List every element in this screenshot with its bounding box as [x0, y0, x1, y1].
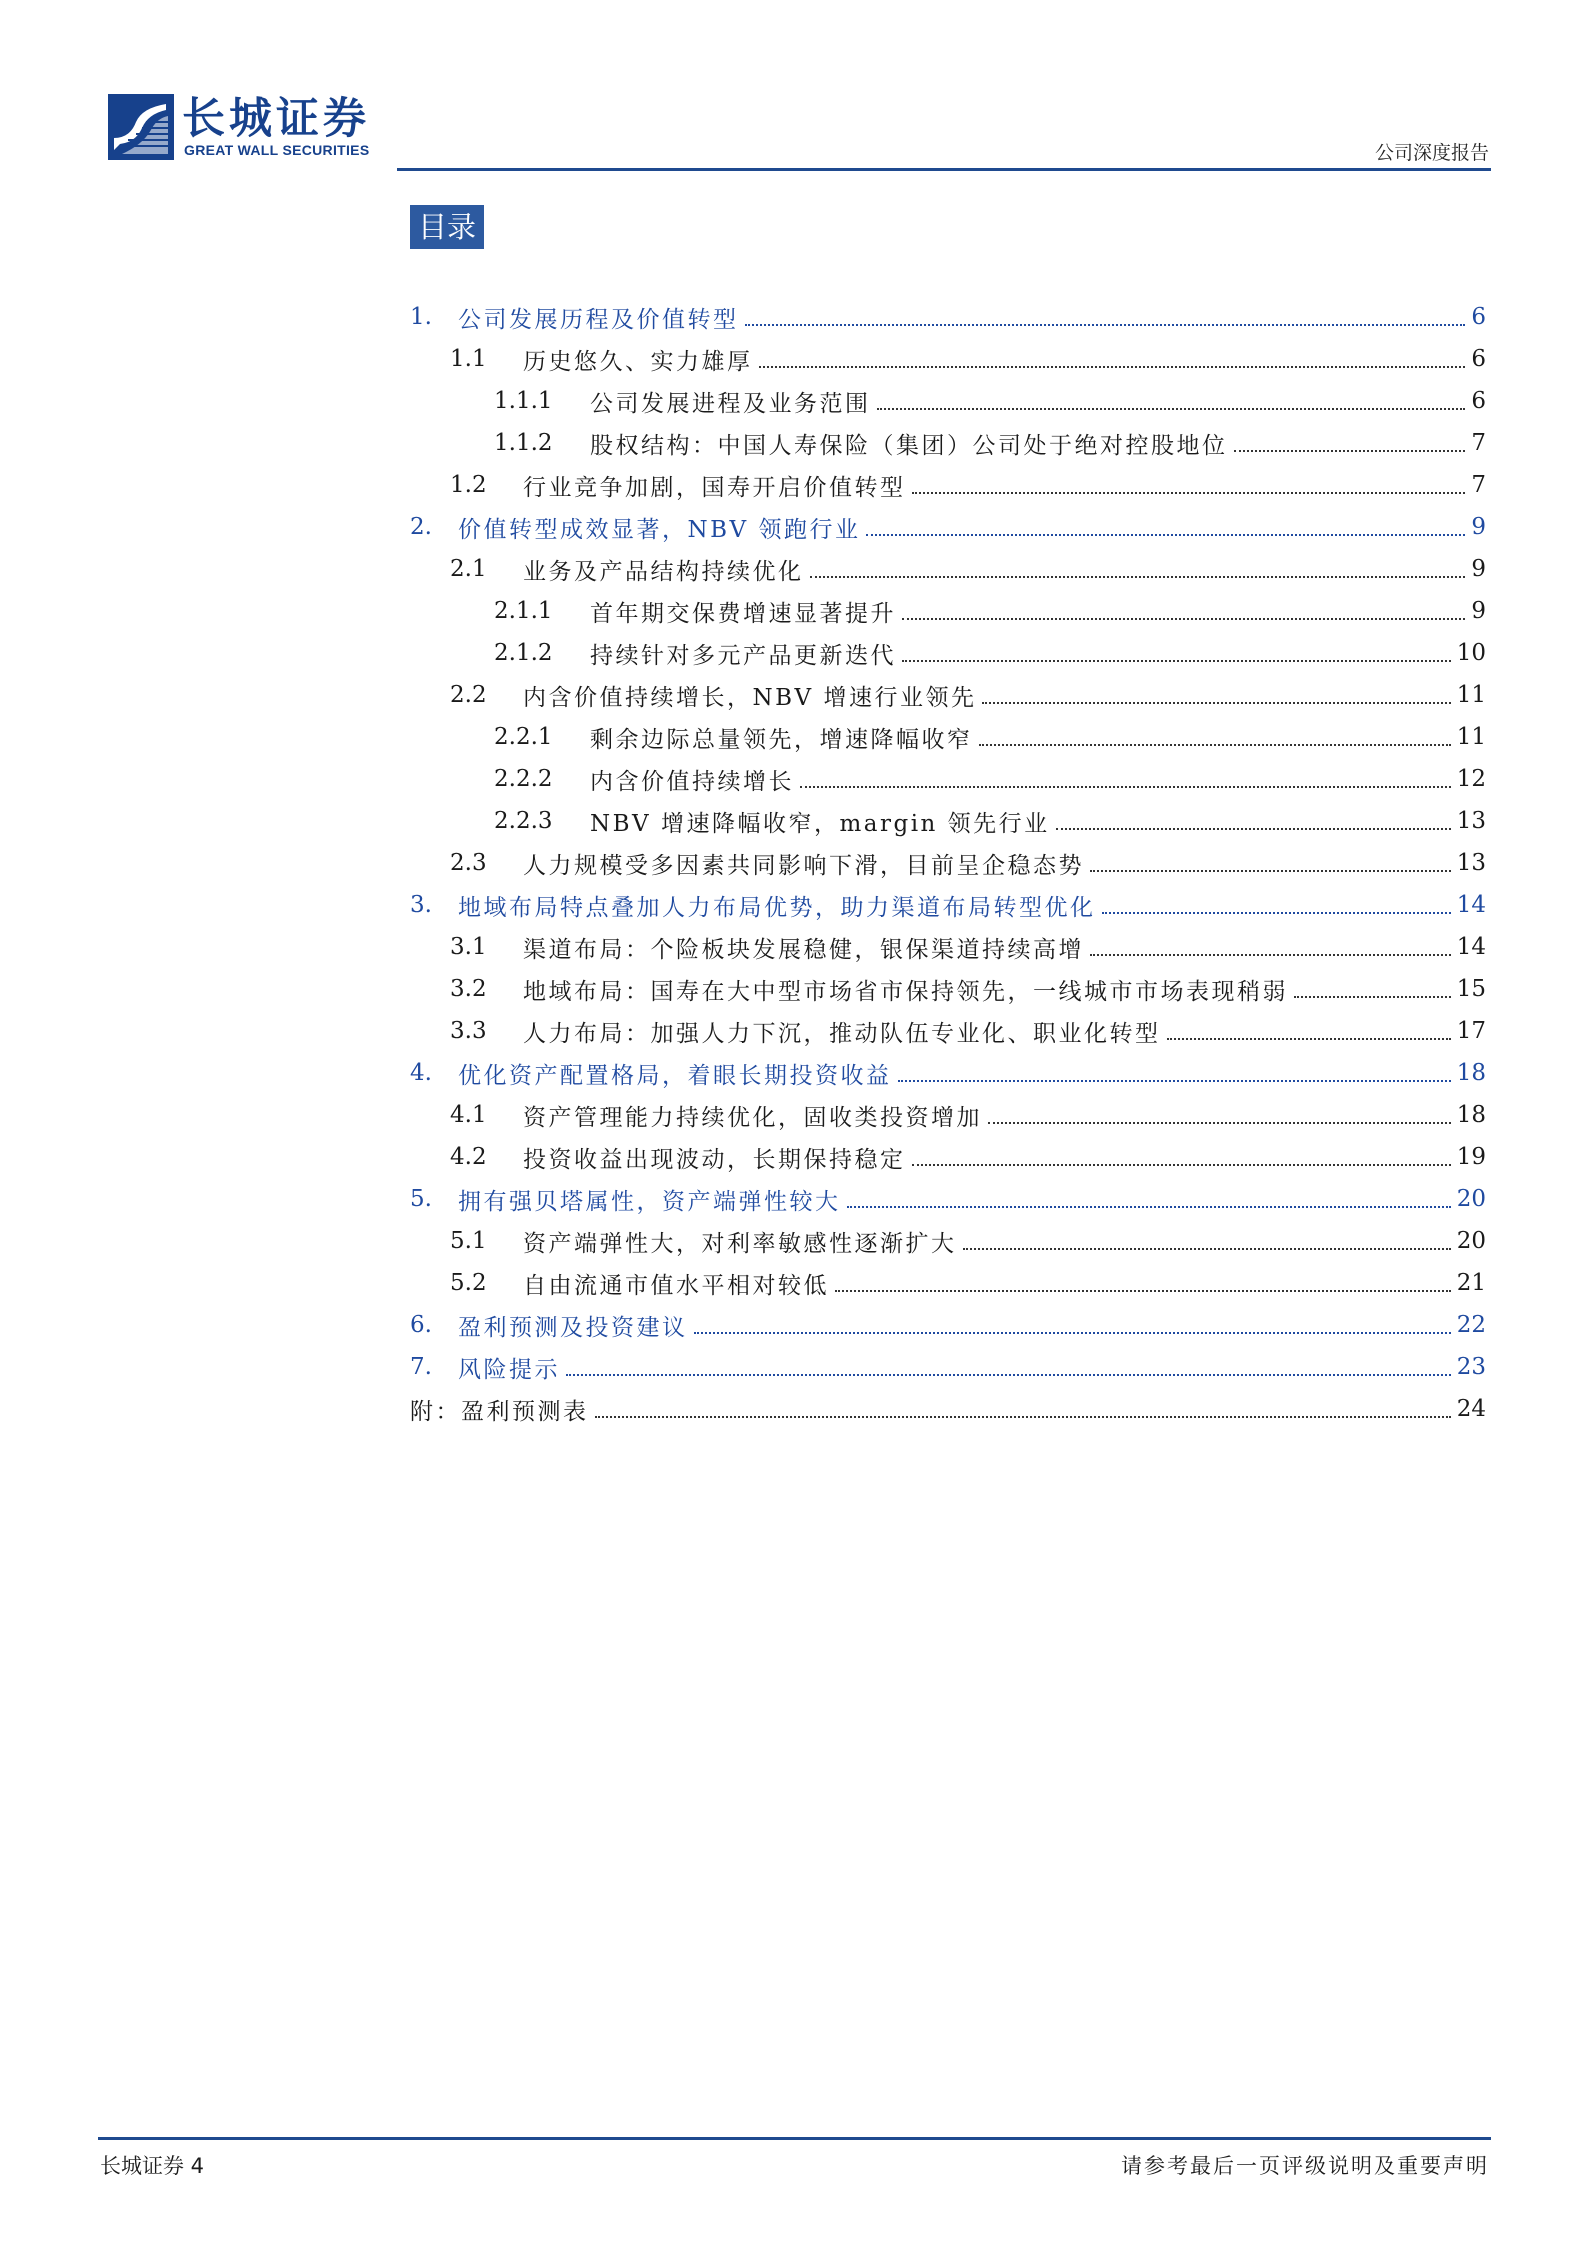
toc-entry-page: 11	[1456, 724, 1486, 750]
toc-dot-leader	[1102, 912, 1451, 914]
toc-dot-leader	[1234, 450, 1466, 452]
toc-entry-page: 23	[1456, 1354, 1486, 1380]
toc-entry-number: 2.2.1	[494, 724, 553, 750]
toc-entry-page: 17	[1456, 1018, 1486, 1044]
toc-entry-page: 9	[1471, 598, 1486, 624]
toc-dot-leader	[847, 1206, 1451, 1208]
toc-entry-title: 资产管理能力持续优化，固收类投资增加	[523, 1104, 982, 1131]
toc-entry-page: 7	[1471, 430, 1486, 456]
toc-entry[interactable]	[410, 1010, 1486, 1052]
toc-entry-number: 3.1	[450, 934, 487, 960]
toc-entry[interactable]	[410, 1262, 1486, 1304]
toc-entry[interactable]	[410, 1346, 1486, 1388]
toc-entry-number: 2.1	[450, 556, 487, 582]
toc-dot-leader	[800, 786, 1451, 788]
toc-entry-title: 历史悠久、实力雄厚	[523, 348, 753, 375]
toc-entry-title: 附：盈利预测表	[410, 1398, 589, 1425]
toc-entry-number: 4.2	[450, 1144, 487, 1170]
logo-english-name: GREAT WALL SECURITIES	[184, 142, 370, 158]
toc-entry[interactable]	[410, 632, 1486, 674]
toc-dot-leader	[1090, 954, 1451, 956]
toc-entry-page: 6	[1471, 304, 1486, 330]
toc-entry-number: 4.1	[450, 1102, 487, 1128]
toc-heading: 目录	[410, 205, 484, 249]
toc-entry-number: 6.	[410, 1312, 432, 1338]
toc-entry-page: 10	[1456, 640, 1486, 666]
toc-entry-number: 2.3	[450, 850, 487, 876]
toc-entry-number: 2.1.2	[494, 640, 553, 666]
toc-entry[interactable]	[410, 800, 1486, 842]
toc-dot-leader	[982, 702, 1450, 704]
toc-entry-title: 人力布局：加强人力下沉，推动队伍专业化、职业化转型	[523, 1020, 1161, 1047]
toc-dot-leader	[1294, 996, 1451, 998]
toc-entry-title: 持续针对多元产品更新迭代	[590, 642, 896, 669]
toc-entry-number: 5.2	[450, 1270, 487, 1296]
toc-entry[interactable]	[410, 1178, 1486, 1220]
toc-entry-page: 9	[1471, 556, 1486, 582]
toc-entry[interactable]	[410, 548, 1486, 590]
great-wall-logo-icon	[108, 94, 174, 160]
toc-entry-number: 5.1	[450, 1228, 487, 1254]
toc-entry[interactable]	[410, 422, 1486, 464]
toc-entry[interactable]	[410, 716, 1486, 758]
toc-entry[interactable]	[410, 590, 1486, 632]
toc-entry-title: 盈利预测及投资建议	[458, 1314, 688, 1341]
toc-entry-page: 6	[1471, 388, 1486, 414]
toc-entry-title: 剩余边际总量领先，增速降幅收窄	[590, 726, 973, 753]
toc-entry-page: 20	[1456, 1228, 1486, 1254]
toc-dot-leader	[877, 408, 1466, 410]
toc-entry-number: 1.2	[450, 472, 487, 498]
report-type-label: 公司深度报告	[1374, 142, 1489, 164]
toc-entry[interactable]	[410, 1220, 1486, 1262]
header-divider	[397, 168, 1491, 171]
toc-entry-title: 业务及产品结构持续优化	[523, 558, 804, 585]
toc-entry-page: 21	[1456, 1270, 1486, 1296]
toc-entry-number: 3.3	[450, 1018, 487, 1044]
toc-entry-page: 20	[1456, 1186, 1486, 1212]
toc-dot-leader	[866, 534, 1465, 536]
toc-entry-title: 地域布局特点叠加人力布局优势，助力渠道布局转型优化	[458, 894, 1096, 921]
toc-entry-title: 价值转型成效显著，NBV 领跑行业	[458, 516, 861, 543]
toc-dot-leader	[902, 660, 1451, 662]
toc-entry-title: 人力规模受多因素共同影响下滑，目前呈企稳态势	[523, 852, 1084, 879]
toc-entry-number: 2.2.3	[494, 808, 553, 834]
toc-entry-title: 资产端弹性大，对利率敏感性逐渐扩大	[523, 1230, 957, 1257]
toc-entry-number: 7.	[410, 1354, 432, 1380]
toc-dot-leader	[835, 1290, 1451, 1292]
footer-disclaimer: 请参考最后一页评级说明及重要声明	[1121, 2154, 1489, 2178]
toc-entry-title: 公司发展进程及业务范围	[590, 390, 871, 417]
toc-entry-title: 行业竞争加剧，国寿开启价值转型	[523, 474, 906, 501]
toc-entry-number: 2.	[410, 514, 432, 540]
toc-dot-leader	[902, 618, 1465, 620]
toc-entry[interactable]	[410, 1304, 1486, 1346]
toc-entry[interactable]	[410, 338, 1486, 380]
toc-dot-leader	[595, 1416, 1451, 1418]
toc-entry-number: 5.	[410, 1186, 432, 1212]
toc-entry-page: 14	[1456, 934, 1486, 960]
toc-entry[interactable]	[410, 1052, 1486, 1094]
toc-entry-page: 24	[1456, 1396, 1486, 1422]
toc-dot-leader	[898, 1080, 1451, 1082]
toc-dot-leader	[1167, 1038, 1451, 1040]
footer-divider	[98, 2137, 1491, 2140]
toc-entry-page: 11	[1456, 682, 1486, 708]
toc-dot-leader	[1056, 828, 1451, 830]
toc-entry[interactable]	[410, 968, 1486, 1010]
toc-entry-title: 内含价值持续增长，NBV 增速行业领先	[523, 684, 977, 711]
toc-entry-title: 地域布局：国寿在大中型市场省市保持领先，一线城市市场表现稍弱	[523, 978, 1288, 1005]
toc-dot-leader	[963, 1248, 1451, 1250]
toc-entry-page: 13	[1456, 850, 1486, 876]
footer-page-number: 长城证券 4	[100, 2154, 205, 2178]
company-logo	[108, 94, 378, 160]
toc-dot-leader	[912, 492, 1466, 494]
table-of-contents	[410, 296, 1486, 1430]
toc-entry-number: 1.1.2	[494, 430, 553, 456]
toc-entry[interactable]	[410, 758, 1486, 800]
toc-entry-title: 优化资产配置格局，着眼长期投资收益	[458, 1062, 892, 1089]
toc-entry[interactable]	[410, 842, 1486, 884]
toc-dot-leader	[566, 1374, 1451, 1376]
toc-dot-leader	[912, 1164, 1451, 1166]
toc-entry-title: 投资收益出现波动，长期保持稳定	[523, 1146, 906, 1173]
toc-dot-leader	[759, 366, 1466, 368]
toc-dot-leader	[979, 744, 1451, 746]
toc-entry-number: 1.1.1	[494, 388, 553, 414]
toc-entry[interactable]	[410, 506, 1486, 548]
toc-entry-page: 13	[1456, 808, 1486, 834]
toc-entry[interactable]	[410, 296, 1486, 338]
toc-dot-leader	[810, 576, 1466, 578]
toc-entry-title: 股权结构：中国人寿保险（集团）公司处于绝对控股地位	[590, 432, 1228, 459]
toc-entry-number: 3.	[410, 892, 432, 918]
toc-entry[interactable]	[410, 1094, 1486, 1136]
toc-entry[interactable]	[410, 1136, 1486, 1178]
toc-entry[interactable]	[410, 380, 1486, 422]
toc-entry-page: 15	[1456, 976, 1486, 1002]
toc-entry-title: 风险提示	[458, 1356, 560, 1383]
toc-dot-leader	[694, 1332, 1451, 1334]
toc-entry-page: 14	[1456, 892, 1486, 918]
toc-entry-page: 6	[1471, 346, 1486, 372]
toc-entry-title: 内含价值持续增长	[590, 768, 794, 795]
toc-entry-number: 1.1	[450, 346, 487, 372]
toc-entry-title: 首年期交保费增速显著提升	[590, 600, 896, 627]
toc-entry-number: 2.2.2	[494, 766, 553, 792]
toc-entry[interactable]	[410, 926, 1486, 968]
toc-entry[interactable]	[410, 1388, 1486, 1430]
toc-entry-page: 18	[1456, 1060, 1486, 1086]
toc-entry-page: 7	[1471, 472, 1486, 498]
toc-entry-title: 公司发展历程及价值转型	[458, 306, 739, 333]
toc-entry-number: 1.	[410, 304, 432, 330]
toc-entry-title: NBV 增速降幅收窄，margin 领先行业	[590, 810, 1050, 837]
toc-entry-title: 自由流通市值水平相对较低	[523, 1272, 829, 1299]
toc-entry-title: 拥有强贝塔属性，资产端弹性较大	[458, 1188, 841, 1215]
logo-chinese-name: 长城证券	[182, 94, 370, 144]
toc-entry-number: 2.2	[450, 682, 487, 708]
toc-entry[interactable]	[410, 674, 1486, 716]
toc-entry-page: 19	[1456, 1144, 1486, 1170]
toc-entry-page: 22	[1456, 1312, 1486, 1338]
toc-entry[interactable]	[410, 464, 1486, 506]
toc-entry-page: 12	[1456, 766, 1486, 792]
toc-dot-leader	[745, 324, 1466, 326]
toc-entry-number: 3.2	[450, 976, 487, 1002]
toc-dot-leader	[988, 1122, 1451, 1124]
toc-entry-page: 18	[1456, 1102, 1486, 1128]
toc-entry[interactable]	[410, 884, 1486, 926]
toc-dot-leader	[1090, 870, 1451, 872]
toc-entry-page: 9	[1471, 514, 1486, 540]
toc-entry-number: 4.	[410, 1060, 432, 1086]
toc-entry-title: 渠道布局：个险板块发展稳健，银保渠道持续高增	[523, 936, 1084, 963]
toc-entry-number: 2.1.1	[494, 598, 553, 624]
